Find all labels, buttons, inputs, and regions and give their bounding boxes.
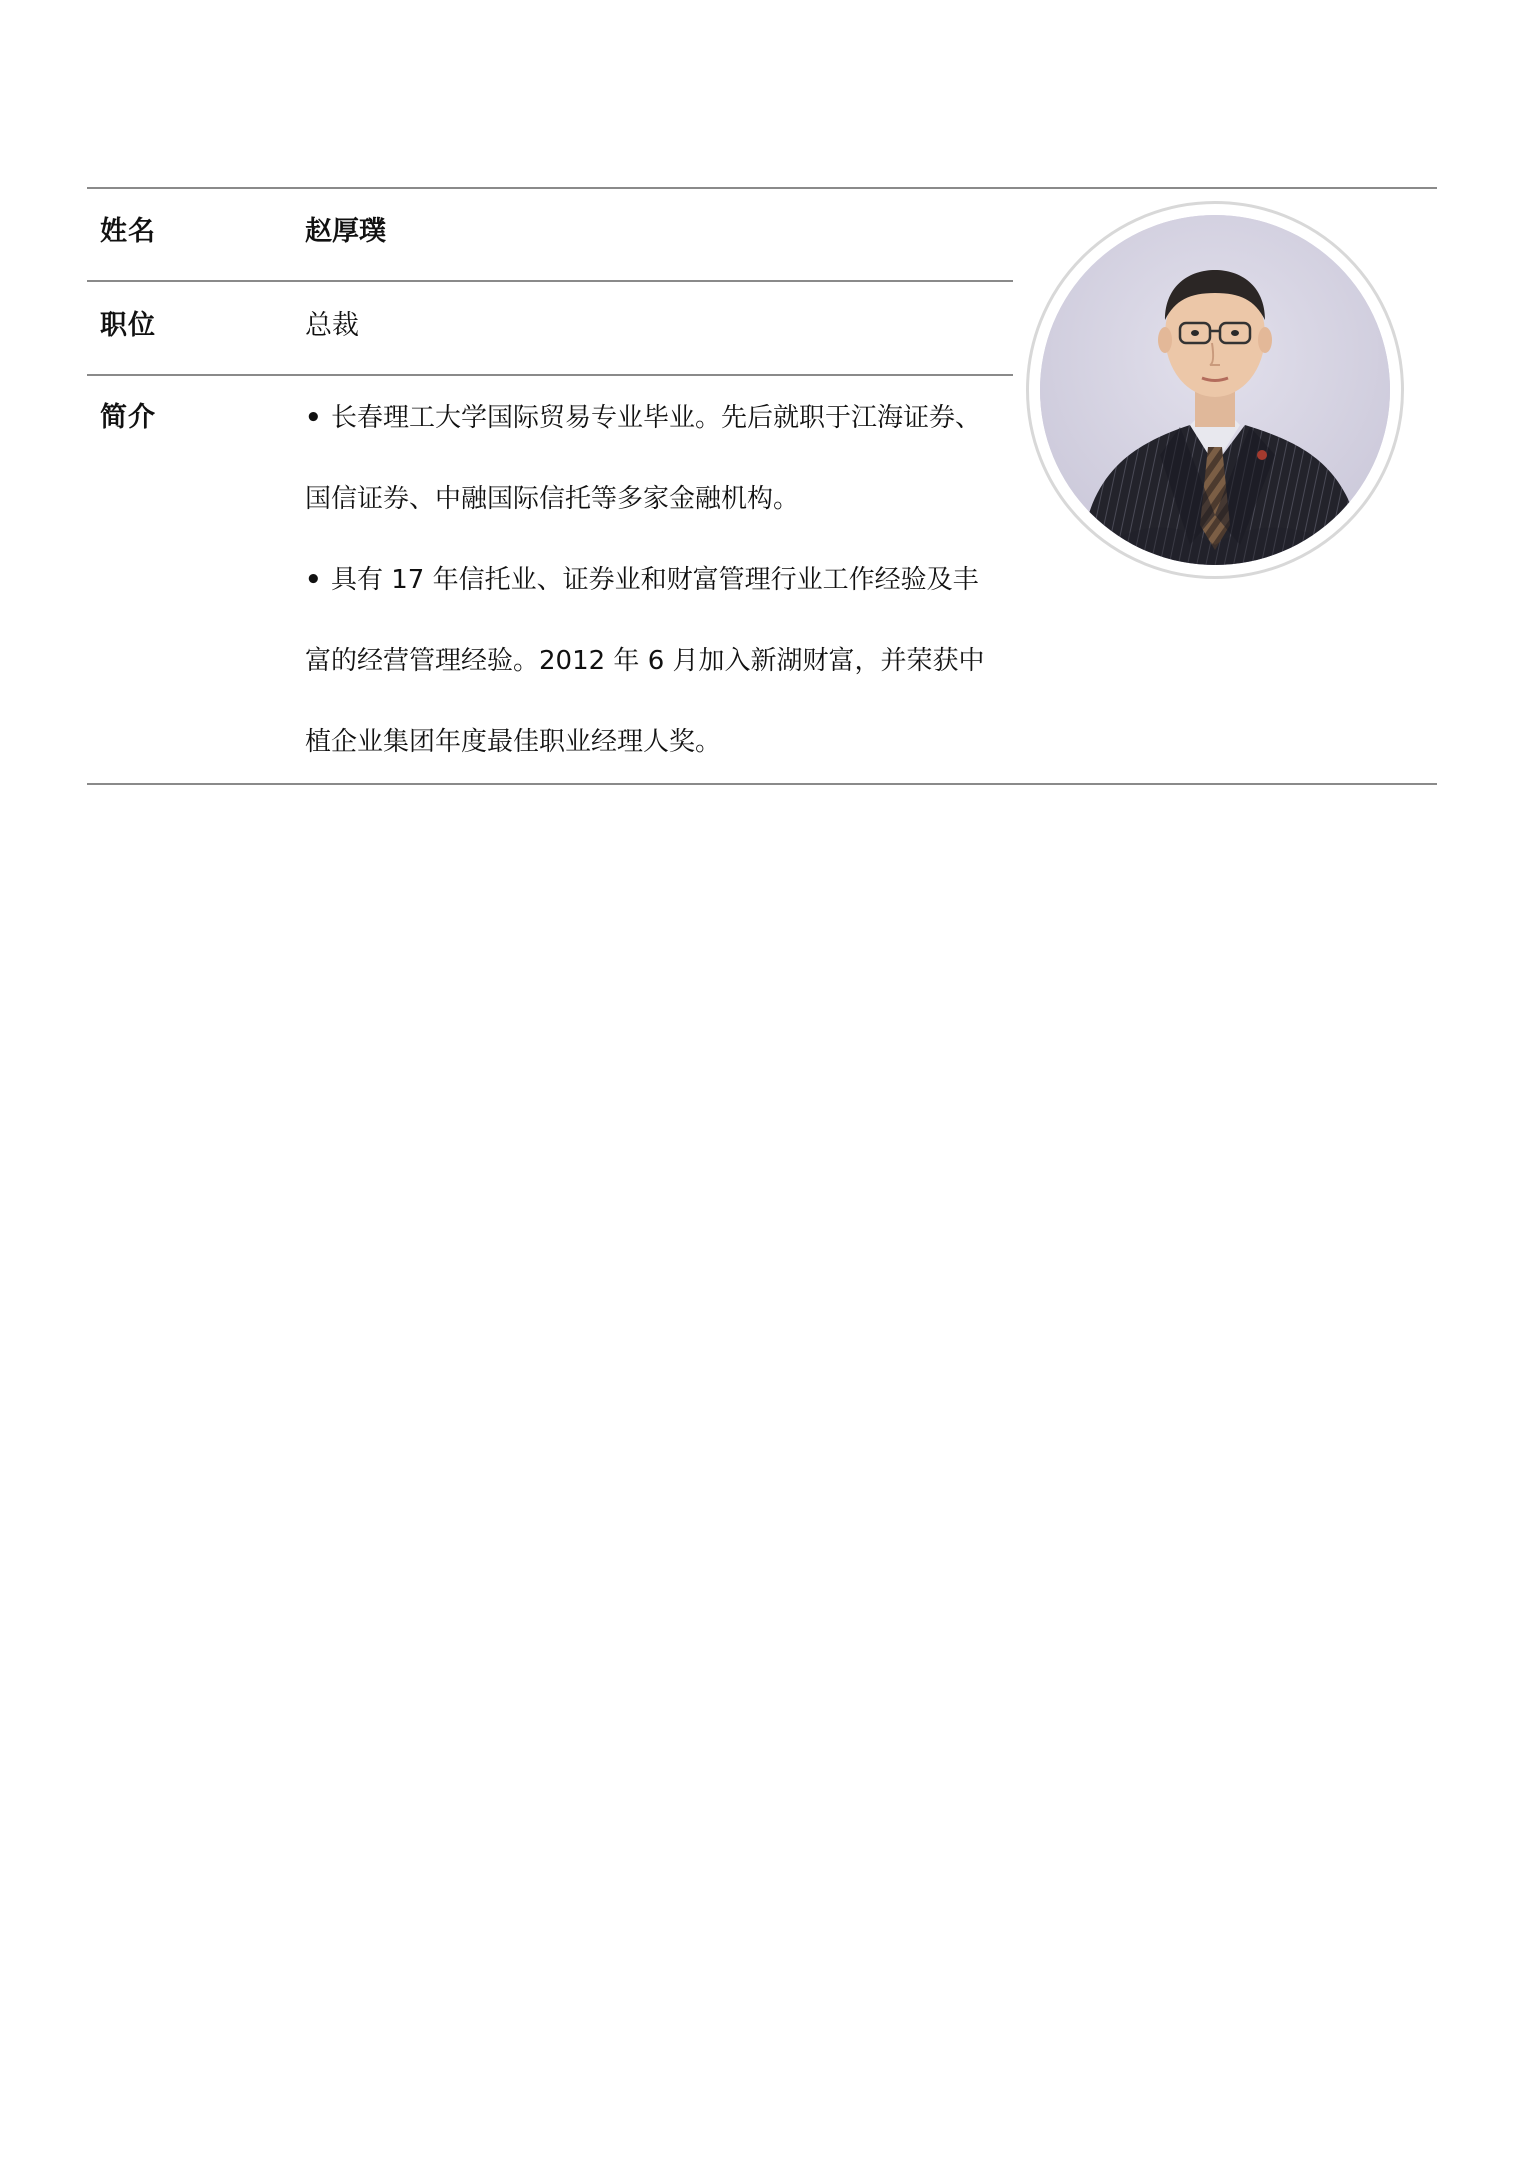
bio-text [305, 401, 1005, 806]
bio-paragraph-2 [305, 563, 1005, 806]
position-value: 总裁 [305, 310, 359, 341]
portrait-illustration [1040, 215, 1390, 565]
bio-line: 富的经营管理经验。2012 年 6 月加入新湖财富，并荣获中 [305, 646, 985, 676]
profile-card [87, 187, 1437, 785]
position-divider [87, 374, 1013, 376]
name-label: 姓名 [100, 216, 156, 247]
name-divider [87, 280, 1013, 282]
bottom-divider [87, 783, 1437, 785]
portrait-photo [1040, 215, 1390, 565]
bio-line-text: 具有 17 年信托业、证券业和财富管理行业工作经验及丰 [331, 565, 979, 595]
bio-line-text: 长春理工大学国际贸易专业毕业。先后就职于江海证券、 [331, 403, 982, 433]
name-value: 赵厚璞 [305, 216, 386, 247]
portrait-frame [1026, 201, 1404, 579]
bio-line [305, 563, 1005, 644]
top-divider [87, 187, 1437, 189]
bio-label: 简介 [100, 402, 156, 433]
bio-line: 国信证券、中融国际信托等多家金融机构。 [305, 484, 800, 514]
bio-line [305, 401, 1005, 482]
bio-paragraph-1 [305, 401, 1005, 563]
bio-line: 植企业集团年度最佳职业经理人奖。 [305, 727, 722, 757]
bullet-icon: • [305, 565, 322, 595]
position-label: 职位 [100, 310, 156, 341]
bullet-icon: • [305, 403, 322, 433]
